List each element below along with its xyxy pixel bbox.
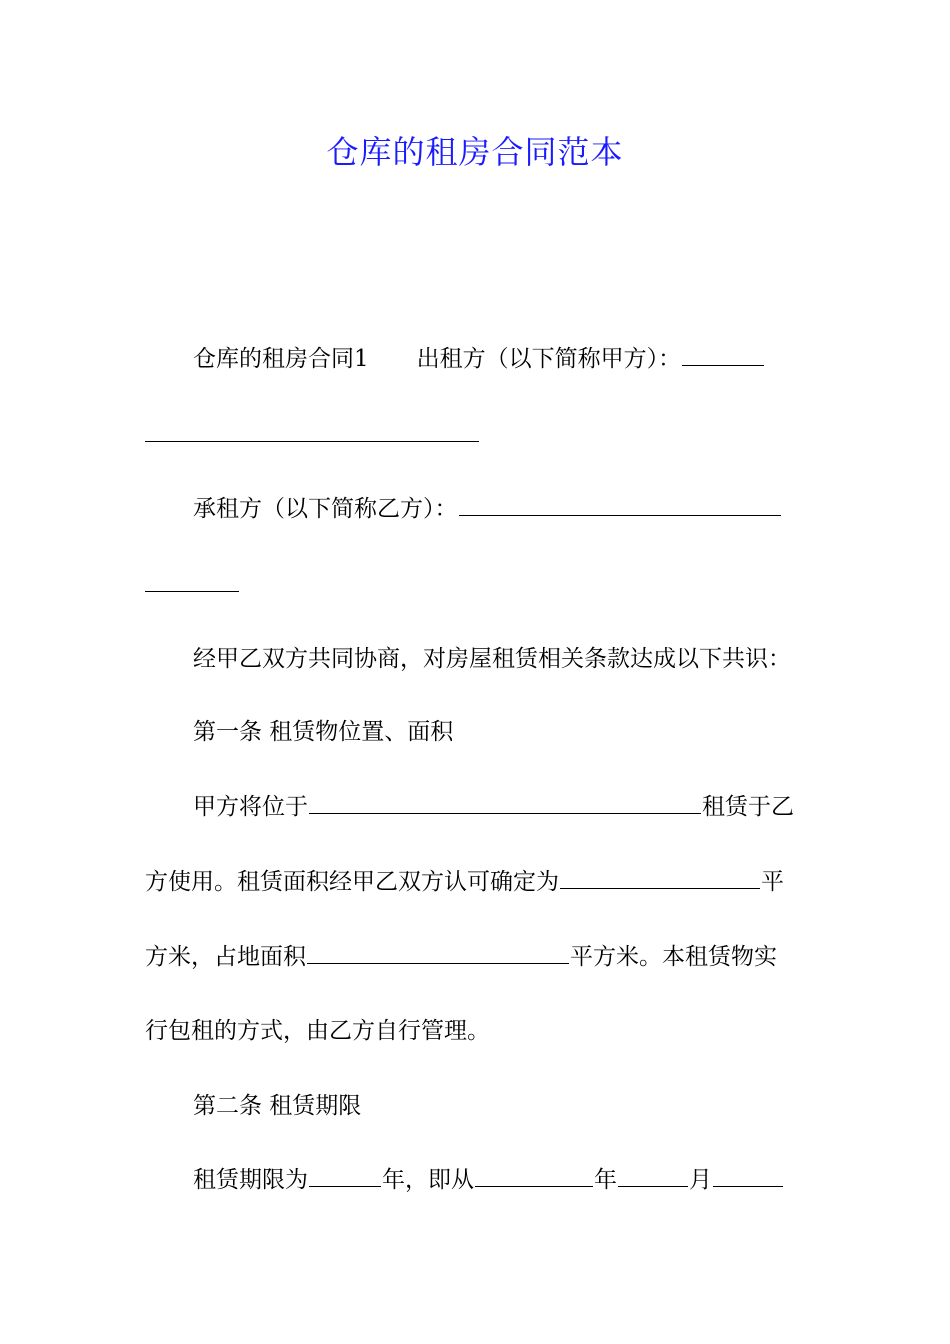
article1-line2-text-a: 方使用。租赁面积经甲乙双方认可确定为	[145, 869, 559, 895]
contract-heading: 仓库的租房合同1	[193, 346, 369, 372]
article2-heading: 第二条 租赁期限	[193, 1093, 362, 1119]
lessor-label: 出租方（以下简称甲方）：	[416, 346, 682, 372]
start-day-blank	[713, 1165, 783, 1187]
article1-heading: 第一条 租赁物位置、面积	[193, 719, 454, 745]
start-month-blank	[618, 1165, 688, 1187]
article2-line1-text-c: 年	[594, 1167, 617, 1193]
area-blank	[560, 867, 760, 889]
location-blank	[309, 792, 701, 814]
article2-line1	[193, 1164, 784, 1196]
article2-line1-text-a: 租赁期限为	[193, 1167, 308, 1193]
lessee-label: 承租方（以下简称乙方）：	[193, 496, 458, 522]
lessor-line	[193, 343, 765, 375]
article1-line2-text-b: 平	[761, 869, 784, 895]
article1-line1-text-a: 甲方将位于	[193, 794, 308, 820]
article1-line1-text-b: 租赁于乙	[702, 794, 794, 820]
lessee-blank-continued	[145, 590, 239, 592]
article1-line1	[193, 791, 794, 823]
years-blank	[309, 1165, 381, 1187]
start-year-blank	[475, 1165, 593, 1187]
land-area-blank	[307, 942, 569, 964]
article1-line4: 行包租的方式，由乙方自行管理。	[145, 1018, 490, 1044]
consensus-paragraph: 经甲乙双方共同协商，对房屋租赁相关条款达成以下共识：	[193, 646, 791, 672]
lessor-blank	[682, 344, 764, 366]
lessor-blank-continued	[145, 440, 479, 442]
article1-line3	[145, 941, 777, 973]
article1-line3-text-b: 平方米。本租赁物实	[570, 944, 777, 970]
article2-line1-text-d: 月	[689, 1167, 712, 1193]
article2-line1-text-b: 年，即从	[382, 1167, 474, 1193]
article1-line2	[145, 866, 784, 898]
lessee-line	[193, 493, 782, 525]
document-title: 仓库的租房合同范本	[326, 133, 624, 171]
article1-line3-text-a: 方米，占地面积	[145, 944, 306, 970]
lessee-blank	[459, 494, 781, 516]
